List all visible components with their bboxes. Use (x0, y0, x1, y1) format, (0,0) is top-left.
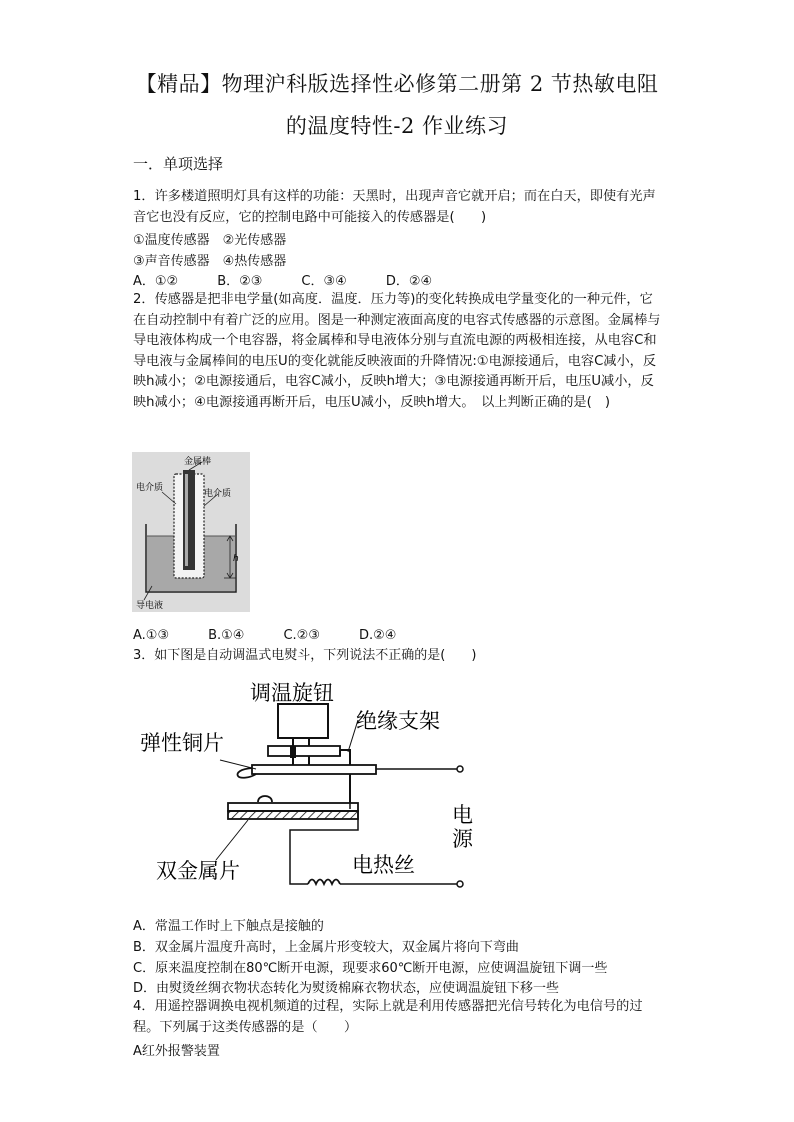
label-dielectric-left: 电介质 (136, 483, 164, 493)
label-metal-rod: 金属棒 (184, 457, 212, 467)
label-knob: 调温旋钮 (250, 681, 334, 705)
section-heading: 一．单项选择 (133, 155, 224, 173)
label-copper: 弹性铜片 (140, 731, 224, 755)
q2-capacitor-figure (132, 452, 250, 612)
label-power-a: 电 (452, 803, 473, 827)
label-heater: 电热丝 (352, 853, 415, 877)
label-support: 绝缘支架 (356, 709, 440, 733)
label-liquid: 导电液 (136, 601, 164, 611)
q3-option-c: C．原来温度控制在80℃断开电源，现要求60℃断开电源，应使调温旋钮下调一些 (133, 961, 608, 976)
bimetal-strip (228, 803, 358, 811)
elastic-copper-strip (252, 765, 376, 774)
q1-items-b: ③声音传感器 ④热传感器 (133, 254, 287, 269)
label-dielectric-right: 电介质 (204, 489, 232, 499)
label-bimetal: 双金属片 (156, 859, 240, 883)
q3-option-b: B．双金属片温度升高时，上金属片形变较大，双金属片将向下弯曲 (133, 940, 519, 955)
q2-options: A.①③ B.①④ C.②③ D.②④ (133, 628, 397, 643)
q1-items-a: ①温度传感器 ②光传感器 (133, 233, 287, 248)
title-line-1: 【精品】物理沪科版选择性必修第二册第 2 节热敏电阻 (135, 72, 659, 96)
q1-options: A．①② B．②③ C．③④ D．②④ (133, 274, 433, 289)
q3-stem: 3．如下图是自动调温式电熨斗，下列说法不正确的是( ) (133, 648, 477, 663)
title-line-2: 的温度特性-2 作业练习 (285, 114, 509, 138)
terminal-bottom (457, 881, 463, 887)
metal-rod (183, 470, 195, 570)
insulating-support (340, 750, 350, 806)
heater-coil (308, 880, 340, 885)
temperature-knob (278, 704, 328, 738)
q1-stem: 1．许多楼道照明灯具有这样的功能：天黑时，出现声音它就开启；而在白天，即使有光声音它也没有反应，它的控制电路中可能接入的传感器是( ) (133, 189, 656, 225)
terminal-top (457, 766, 463, 772)
q3-iron-figure (140, 672, 500, 902)
q4-option-a: A红外报警装置 (133, 1044, 220, 1059)
label-h: h (233, 554, 239, 564)
q3-option-d: D．由熨烫丝绸衣物状态转化为熨烫棉麻衣物状态，应使调温旋钮下移一些 (133, 981, 560, 996)
q3-option-a: A．常温工作时上下触点是接触的 (133, 919, 324, 934)
q4-stem: 4．用遥控器调换电视机频道的过程，实际上就是利用传感器把光信号转化为电信号的过程。下列属于这类传感器的是（ ） (133, 999, 643, 1035)
q2-stem: 2．传感器是把非电学量(如高度．温度．压力等)的变化转换成电学量变化的一种元件，它在自动控制中有着广泛的应用。图是一种测定液面高度的电容式传感器的示意图。金属棒与导电液体构成一个电容器，将金属棒和导电液体分别与直流电源的两极相连接，从电容C和导电液与金属棒间的电压U的变化就能反映液面的升降情况:①电源接通后，电容C减小，反映h减小；②电源接通后，电容C减小，反映h增大；③电源接通再断开后，电压U减小，反映h减小；④电源接通再断开后，电压U减小，反映h增大。 以上判断正确的是( ) (133, 292, 661, 410)
label-power-b: 源 (452, 827, 473, 851)
